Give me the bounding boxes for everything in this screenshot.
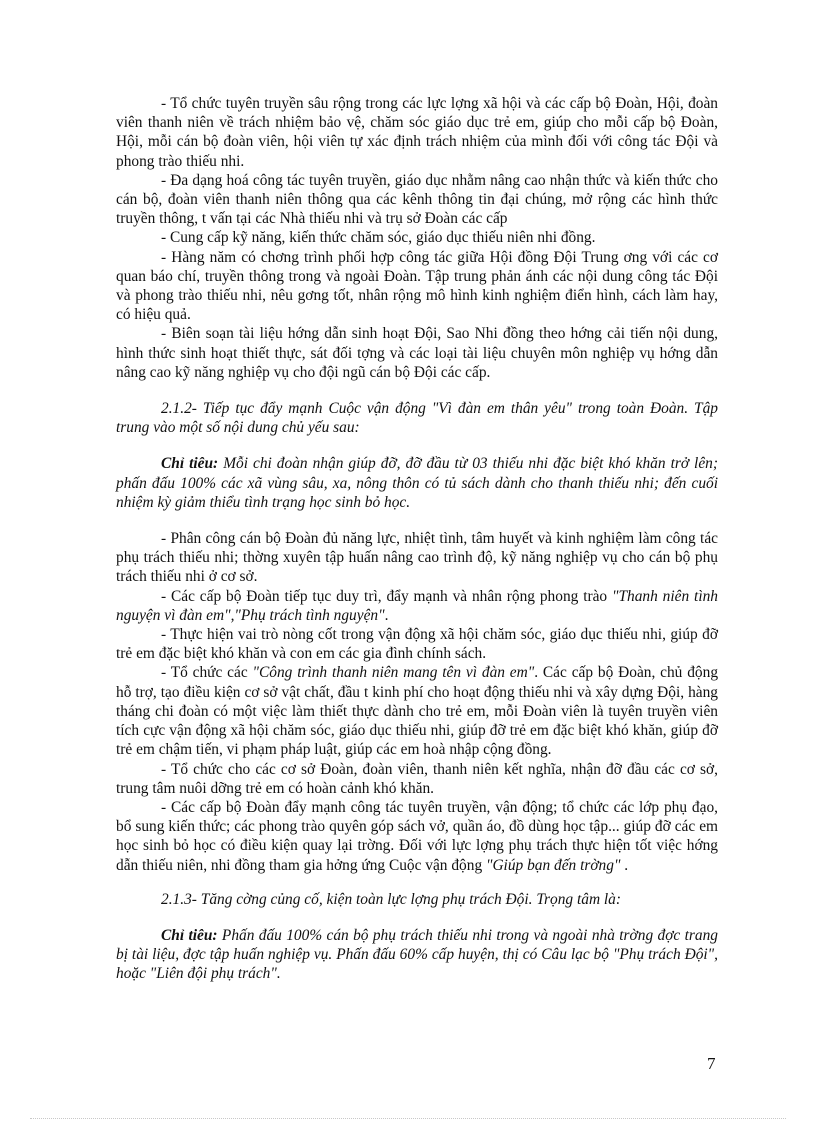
paragraph-phong-trao (116, 587, 718, 625)
section-heading-2-1-3: 2.1.3- Tăng cờng củng cố, kiện toàn lực lợng phụ trách Đội. Trọng tâm là: (161, 890, 621, 908)
paragraph-van-dong (116, 798, 718, 875)
paragraph-vai-tro: - Thực hiện vai trò nòng cốt trong vận động xã hội chăm sóc, giáo dục thiếu nhi, giúp đỡ trẻ em đặc biệt khó khăn và con em các gia đình chính sách. (116, 626, 718, 663)
target-paragraph-2-1-2 (116, 454, 718, 512)
paragraph-hang-nam: - Hàng năm có chơng trình phối hợp công tác giữa Hội đồng Đội Trung ơng với các cơ quan báo chí, truyền thông trong và ngoài Đoàn. Tập trung phản ánh các nội dung công tác Đội và phong trào thiếu nhi, nêu gơng tốt, nhân rộng mô hình kinh nghiệm điển hình, cách làm hay, có hiệu quả. (116, 248, 718, 324)
paragraph-phong-trao-post: . (384, 606, 389, 624)
paragraph-cung-cap: - Cung cấp kỹ năng, kiến thức chăm sóc, giáo dục thiếu niên nhi đồng. (161, 229, 596, 247)
paragraph-phan-cong: - Phân công cán bộ Đoàn đủ năng lực, nhiệt tình, tâm huyết và kinh nghiệm làm công tác phụ trách thiếu nhi; thờng xuyên tập huấn nâng cao trình độ, kỹ năng nghiệp vụ cho cán bộ phụ trách thiếu nhi ở cơ sở. (116, 530, 718, 586)
paragraph-van-dong-post: . (620, 856, 629, 874)
paragraph-cong-trinh-quote: "Công trình thanh niên mang tên vì đàn em" (252, 664, 535, 682)
page-number: 7 (707, 1054, 716, 1073)
paragraph-ket-nghia: - Tổ chức cho các cơ sở Đoàn, đoàn viên, thanh niên kết nghĩa, nhận đỡ đầu các cơ sở, trung tâm nuôi dỡng trẻ em có hoàn cảnh khó khăn. (116, 760, 718, 797)
paragraph-cong-trinh (116, 663, 718, 759)
paragraph-phong-trao-pre: - Các cấp bộ Đoàn tiếp tục duy trì, đẩy mạnh và nhân rộng phong trào (161, 587, 612, 605)
document-body (116, 94, 718, 984)
paragraph-da-dang-hoa: - Đa dạng hoá công tác tuyên truyền, giáo dục nhằm nâng cao nhận thức và kiến thức cho cán bộ, đoàn viên thanh niên thông qua các kênh thông tin đại chúng, mở rộng các hình thức truyền thông, t vấn tại các Nhà thiếu nhi và trụ sở Đoàn các cấp (116, 171, 718, 228)
footer-divider (30, 1118, 786, 1119)
target-label: Chỉ tiêu: (161, 926, 218, 944)
paragraph-van-dong-quote: "Giúp bạn đến trờng" (485, 856, 621, 874)
paragraph-cong-trinh-post: . Các cấp bộ Đoàn, chủ động hỗ trợ, tạo điều kiện cơ sở vật chất, đầu t kinh phí cho hoạt động thiếu nhi và xây dựng Đội, hàng tháng chi đoàn có một việc làm thiết thực dành cho trẻ em, mỗi Đoàn viên là tuyên truyền viên tích cực vận động xã hội chăm sóc, giáo dục thiếu nhi, giúp đỡ trẻ em đặc biệt khó khăn, giúp đỡ trẻ em chậm tiến, vi phạm pháp luật, giúp các em hoà nhập cộng đồng. (116, 664, 719, 759)
paragraph-bien-soan: - Biên soạn tài liệu hớng dẫn sinh hoạt Đội, Sao Nhi đồng theo hớng cải tiến nội dung, hình thức sinh hoạt thiết thực, sát đối tợng và các loại tài liệu chuyên môn nghiệp vụ hớng dẫn nâng cao kỹ năng nghiệp vụ cho đội ngũ cán bộ Đội các cấp. (116, 325, 718, 381)
target-text: Phấn đấu 100% cán bộ phụ trách thiếu nhi trong và ngoài nhà trờng đợc trang bị tài liệu, đợc tập huấn nghiệp vụ. Phấn đấu 60% cấp huyện, thị có Câu lạc bộ "Phụ trách Đội", hoặc "Liên đội phụ trách". (116, 926, 718, 983)
paragraph-phong-trao-quote: "Thanh niên tình nguyện vì đàn em","Phụ trách tình nguyện" (116, 587, 718, 624)
target-paragraph-2-1-3 (116, 926, 718, 984)
section-heading-2-1-2: 2.1.2- Tiếp tục đẩy mạnh Cuộc vận động "Vì đàn em thân yêu" trong toàn Đoàn. Tập trung vào một số nội dung chủ yếu sau: (116, 400, 718, 437)
paragraph-van-dong-pre: - Các cấp bộ Đoàn đẩy mạnh công tác tuyên truyền, vận động; tổ chức các lớp phụ đạo, bổ sung kiến thức; các phong trào quyên góp sách vở, quần áo, đồ dùng học tập... giúp đỡ các em học sinh bỏ học có điều kiện quay lại trờng. Đối với lực lợng phụ trách thực hiện tốt việc hớng dẫn thiếu niên, nhi đồng tham gia hởng ứng Cuộc vận động (116, 798, 718, 874)
paragraph-cong-trinh-pre: - Tổ chức các (161, 664, 253, 682)
paragraph-tuyen-truyen: - Tổ chức tuyên truyền sâu rộng trong các lực lợng xã hội và các cấp bộ Đoàn, Hội, đoàn viên thanh niên về trách nhiệm bảo vệ, chăm sóc giáo dục trẻ em, giúp cho mỗi cấp bộ Đoàn, Hội, mỗi cán bộ đoàn viên, hội viên tự xác định trách nhiệm của mình đối với công tác Đội và phong trào thiếu nhi. (116, 95, 718, 170)
target-label: Chỉ tiêu: (161, 455, 219, 473)
target-text: Mỗi chi đoàn nhận giúp đỡ, đỡ đầu từ 03 thiếu nhi đặc biệt khó khăn trở lên; phấn đấu 100% các xã vùng sâu, xa, nông thôn có tủ sách dành cho thanh thiếu nhi; đến cuối nhiệm kỳ giảm thiểu tình trạng học sinh bỏ học. (116, 455, 718, 511)
